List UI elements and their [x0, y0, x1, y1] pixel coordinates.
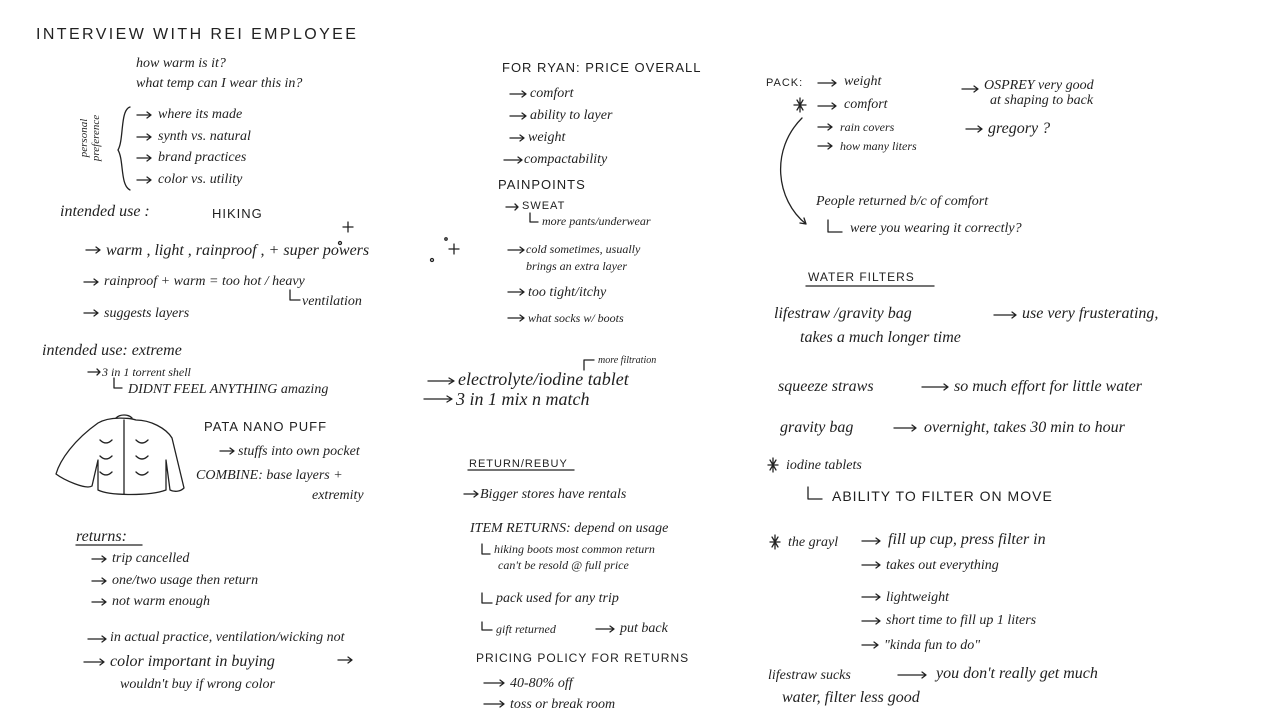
- pack-used-note: pack used for any trip: [496, 591, 619, 606]
- pricing-note: 40-80% off: [510, 676, 573, 691]
- question-temp: what temp can I wear this in?: [136, 76, 303, 91]
- item-returns-note: hiking boots most common return: [494, 542, 655, 556]
- pricing-note: toss or break room: [510, 697, 616, 712]
- combine-note: COMBINE: base layers +: [196, 468, 343, 483]
- ryan-item: comfort: [530, 86, 574, 101]
- electrolyte-note: electrolyte/iodine tablet: [458, 369, 629, 389]
- pref-item: where its made: [158, 107, 243, 122]
- filter-note: so much effort for little water: [954, 378, 1142, 395]
- painpoint-sweat: SWEAT: [522, 200, 566, 212]
- lifestraw-note: water, filter less good: [782, 689, 920, 706]
- combine-note: extremity: [312, 488, 364, 503]
- color-note: color important in buying: [110, 653, 275, 670]
- filter-note: use very frusterating,: [1022, 305, 1159, 322]
- filtration-note: more filtration: [598, 355, 657, 366]
- painpoint-socks: what socks w/ boots: [528, 311, 624, 325]
- painpoint-tight: too tight/itchy: [528, 285, 607, 300]
- puffer-jacket-icon: [56, 415, 184, 495]
- ryan-item: compactability: [524, 152, 608, 167]
- gift-note: gift returned: [496, 622, 556, 636]
- hiking-note: warm , light , rainproof , + super powers: [106, 242, 370, 259]
- pack-item: weight: [844, 74, 882, 89]
- hiking-note: rainproof + warm = too hot / heavy: [104, 274, 305, 289]
- filter-note: overnight, takes 30 min to hour: [924, 419, 1125, 436]
- rentals-note: Bigger stores have rentals: [480, 487, 627, 502]
- osprey-note: at shaping to back: [990, 93, 1094, 108]
- intended-use-extreme: intended use: extreme: [42, 342, 182, 359]
- returns-item: one/two usage then return: [112, 573, 259, 588]
- ryan-item: ability to layer: [530, 108, 613, 123]
- lifestraw-note: lifestraw sucks: [768, 668, 851, 683]
- hiking-note: suggests layers: [104, 306, 190, 321]
- page-title: INTERVIEW WITH REI EMPLOYEE: [36, 26, 359, 43]
- filter-note: takes a much longer time: [800, 329, 961, 346]
- intended-use-label: intended use :: [60, 203, 150, 220]
- star-icon: [794, 98, 806, 112]
- personal-preference-label: [78, 106, 102, 170]
- grayl-item: takes out everything: [886, 558, 999, 573]
- returns-item: not warm enough: [112, 594, 210, 609]
- pref-item: synth vs. natural: [158, 129, 251, 144]
- return-rebuy-header: RETURN/REBUY: [469, 458, 568, 470]
- pata-note: stuffs into own pocket: [238, 444, 360, 459]
- osprey-note: OSPREY very good: [984, 78, 1094, 93]
- personal-label: personal: [78, 118, 90, 158]
- ryan-header: FOR RYAN: PRICE OVERALL: [502, 60, 702, 75]
- pack-header: PACK:: [766, 77, 804, 89]
- filter-note: lifestraw /gravity bag: [774, 305, 912, 322]
- painpoint-cold: cold sometimes, usually: [526, 242, 641, 256]
- pricing-policy-header: PRICING POLICY FOR RETURNS: [476, 651, 690, 665]
- curved-arrow: [781, 118, 806, 224]
- pref-item: brand practices: [158, 150, 247, 165]
- returns-label: returns:: [76, 528, 127, 545]
- pata-nano-puff: PATA NANO PUFF: [204, 419, 328, 434]
- question-warmth: how warm is it?: [136, 56, 226, 71]
- grayl-item: lightweight: [886, 590, 949, 605]
- preference-brace: [118, 107, 130, 190]
- intended-use-hiking: HIKING: [212, 206, 263, 221]
- lifestraw-note: you don't really get much: [936, 665, 1098, 682]
- pack-item: comfort: [844, 97, 888, 112]
- grayl-item: "kinda fun to do": [884, 638, 981, 653]
- pack-item: how many liters: [840, 139, 917, 153]
- grayl-item: short time to fill up 1 liters: [886, 613, 1037, 628]
- star-icon: [770, 535, 780, 549]
- returns-item: trip cancelled: [112, 551, 190, 566]
- water-filters-header: WATER FILTERS: [808, 270, 915, 284]
- color-note: wouldn't buy if wrong color: [120, 677, 275, 692]
- item-returns-note: can't be resold @ full price: [498, 558, 629, 572]
- painpoint-note: brings an extra layer: [526, 259, 627, 273]
- extreme-note: 3 in 1 torrent shell: [102, 365, 191, 379]
- painpoint-note: more pants/underwear: [542, 214, 651, 228]
- iodine-note: iodine tablets: [786, 458, 862, 473]
- ability-note: ABILITY TO FILTER ON MOVE: [832, 488, 1053, 504]
- filter-note: gravity bag: [780, 419, 854, 436]
- sparkle-icon: [445, 238, 447, 240]
- wearing-question: were you wearing it correctly?: [850, 221, 1022, 236]
- mix-note: 3 in 1 mix n match: [456, 389, 590, 409]
- filter-note: squeeze straws: [778, 378, 874, 395]
- pref-item: color vs. utility: [158, 172, 243, 187]
- put-back-note: put back: [620, 621, 668, 636]
- preference-label: preference: [90, 114, 102, 162]
- star-icon: [768, 458, 778, 472]
- painpoints-header: PAINPOINTS: [498, 177, 586, 192]
- grayl-note: the grayl: [788, 535, 839, 550]
- item-returns-note: ITEM RETURNS: depend on usage: [470, 521, 669, 536]
- grayl-note: fill up cup, press filter in: [888, 531, 1046, 548]
- gregory-note: gregory ?: [988, 120, 1051, 137]
- practice-note: in actual practice, ventilation/wicking not: [110, 630, 345, 645]
- ryan-item: weight: [528, 130, 566, 145]
- sparkle-icon: [431, 259, 434, 262]
- comfort-return-note: People returned b/c of comfort: [816, 194, 989, 209]
- extreme-note: DIDNT FEEL ANYTHING amazing: [128, 382, 329, 397]
- pack-item: rain covers: [840, 120, 895, 134]
- hiking-note: ventilation: [302, 294, 362, 309]
